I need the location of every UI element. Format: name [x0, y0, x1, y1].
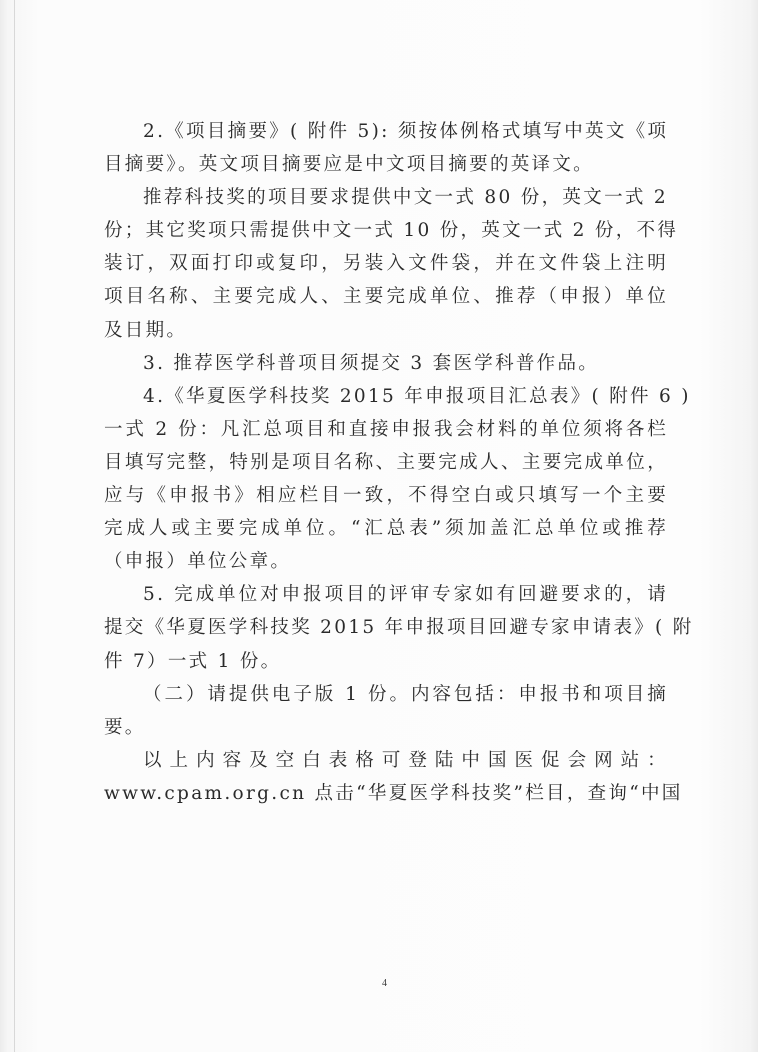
text-line: 要。 [104, 716, 146, 738]
text-line: 提交《华夏医学科技奖 2015 年申报项目回避专家申请表》( 附 [104, 617, 694, 639]
text-line: （申报）单位公章。 [104, 551, 292, 573]
page-edge-divider [14, 0, 15, 1052]
text-line: www.cpam.org.cn 点击“华夏医学科技奖”栏目，查询“中国 [104, 782, 683, 804]
text-line: 应与《申报书》相应栏目一致，不得空白或只填写一个主要 [104, 485, 668, 507]
text-line: （二）请提供电子版 1 份。内容包括：申报书和项目摘 [143, 683, 668, 705]
text-line: 目填写完整，特别是项目名称、主要完成人、主要完成单位， [104, 451, 668, 473]
text-line: 份；其它奖项只需提供中文一式 10 份，英文一式 2 份，不得 [104, 220, 679, 242]
text-line: 一式 2 份：凡汇总项目和直接申报我会材料的单位须将各栏 [104, 418, 668, 440]
page-number: 4 [382, 978, 387, 989]
text-line: 推荐科技奖的项目要求提供中文一式 80 份，英文一式 2 [143, 187, 668, 209]
text-line: 5. 完成单位对申报项目的评审专家如有回避要求的，请 [143, 584, 668, 606]
text-line: 3. 推荐医学科普项目须提交 3 套医学科普作品。 [143, 352, 600, 374]
text-line: 目摘要》。英文项目摘要应是中文项目摘要的英译文。 [104, 154, 594, 176]
text-line: 及日期。 [104, 319, 188, 341]
document-body [104, 115, 694, 810]
text-line: 4.《华夏医学科技奖 2015 年申报项目汇总表》( 附件 6 ) [143, 385, 691, 407]
text-line: 装订，双面打印或复印，另装入文件袋，并在文件袋上注明 [104, 253, 668, 275]
text-line: 件 7）一式 1 份。 [104, 650, 282, 672]
text-line: 完成人或主要完成单位。“汇总表”须加盖汇总单位或推荐 [104, 518, 668, 540]
text-line: 2.《项目摘要》( 附件 5): 须按体例格式填写中英文《项 [143, 121, 669, 142]
text-line: 以上内容及空白表格可登陆中国医促会网站： [143, 749, 668, 771]
text-line: 项目名称、主要完成人、主要完成单位、推荐（申报）单位 [104, 286, 668, 308]
